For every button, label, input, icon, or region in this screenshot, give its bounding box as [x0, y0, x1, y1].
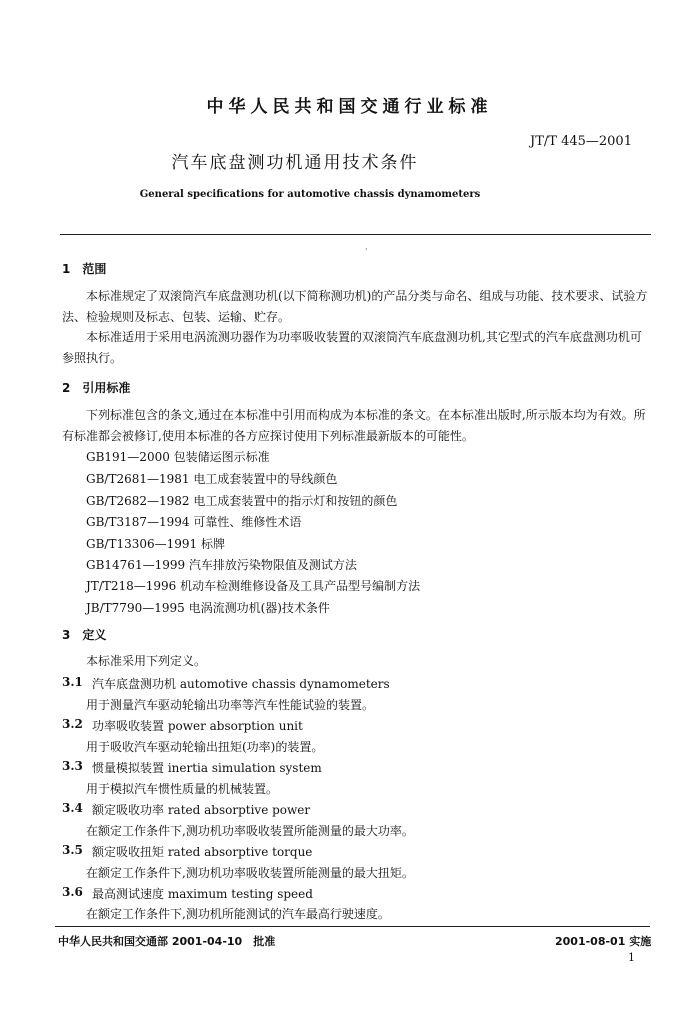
reference-item: GB/T13306—1991 标牌: [86, 537, 225, 551]
approval-line: 中华人民共和国交通部 2001-04-10 批准: [58, 935, 276, 948]
title-chinese: 汽车底盘测功机通用技术条件: [171, 153, 419, 173]
definition-body: 在额定工作条件下,测功机所能测试的汽车最高行驶速度。: [86, 907, 390, 921]
decorative-dot: ·: [365, 245, 368, 254]
reference-item: GB/T2682—1982 电工成套装置中的指示灯和按钮的颜色: [86, 494, 398, 508]
bottom-rule: [55, 926, 650, 927]
reference-item: GB/T2681—1981 电工成套装置中的导线颜色: [86, 472, 338, 486]
definition-term: 汽车底盘测功机 automotive chassis dynamometers: [92, 677, 390, 691]
reference-item: JT/T218—1996 机动车检测维修设备及工具产品型号编制方法: [86, 579, 421, 593]
definition-number: 3.3: [62, 759, 83, 773]
definition-number: 3.5: [62, 843, 83, 857]
definition-body: 在额定工作条件下,测功机功率吸收装置所能测量的最大扭矩。: [86, 866, 414, 880]
definition-body: 用于吸收汽车驱动轮输出扭矩(功率)的装置。: [86, 740, 324, 754]
section-2-paragraph: 下列标准包含的条文,通过在本标准中引用而构成为本标准的条文。在本标准出版时,所示版本均为有效。所有标准都会被修订,使用本标准的各方应探讨使用下列标准最新版本的可能性。: [62, 408, 646, 443]
definition-number: 3.2: [62, 717, 83, 731]
top-rule: [60, 234, 651, 235]
section-1-paragraph-1: 本标准规定了双滚筒汽车底盘测功机(以下简称测功机)的产品分类与命名、组成与功能、技术要求、试验方法、检验规则及标志、包装、运输、贮存。: [62, 289, 648, 324]
definition-body: 在额定工作条件下,测功机功率吸收装置所能测量的最大功率。: [86, 824, 414, 838]
reference-item: GB14761—1999 汽车排放污染物限值及测试方法: [86, 558, 357, 572]
definition-body: 用于测量汽车驱动轮输出功率等汽车性能试验的装置。: [86, 698, 375, 712]
definition-term: 额定吸收功率 rated absorptive power: [92, 803, 311, 817]
definition-number: 3.1: [62, 675, 83, 689]
definition-term: 功率吸收装置 power absorption unit: [92, 719, 303, 733]
page-number: 1: [628, 951, 635, 964]
definition-number: 3.4: [62, 801, 83, 815]
section-2-heading: 2 引用标准: [62, 381, 131, 395]
definition-term: 最高测试速度 maximum testing speed: [92, 887, 313, 901]
section-3-intro: 本标准采用下列定义。: [86, 654, 207, 668]
definition-number: 3.6: [62, 885, 83, 899]
definition-term: 额定吸收扭矩 rated absorptive torque: [92, 845, 313, 859]
reference-item: GB/T3187—1994 可靠性、维修性术语: [86, 515, 302, 529]
section-1-paragraph-2: 本标准适用于采用电涡流测功器作为功率吸收装置的双滚筒汽车底盘测功机,其它型式的汽车底盘测功机可参照执行。: [62, 330, 642, 365]
standard-number: JT/T 445—2001: [530, 134, 632, 149]
implementation-date: 2001-08-01 实施: [555, 935, 652, 948]
definition-term: 惯量模拟装置 inertia simulation system: [92, 761, 322, 775]
section-1-heading: 1 范围: [62, 262, 107, 276]
reference-item: GB191—2000 包装储运图示标准: [86, 450, 270, 464]
section-3-heading: 3 定义: [62, 628, 107, 642]
reference-item: JB/T7790—1995 电涡流测功机(器)技术条件: [86, 601, 330, 615]
issuing-organization: 中华人民共和国交通行业标准: [206, 97, 493, 117]
definition-body: 用于模拟汽车惯性质量的机械装置。: [86, 782, 279, 796]
title-english: General specifications for automotive chassis dynamometers: [139, 189, 481, 200]
